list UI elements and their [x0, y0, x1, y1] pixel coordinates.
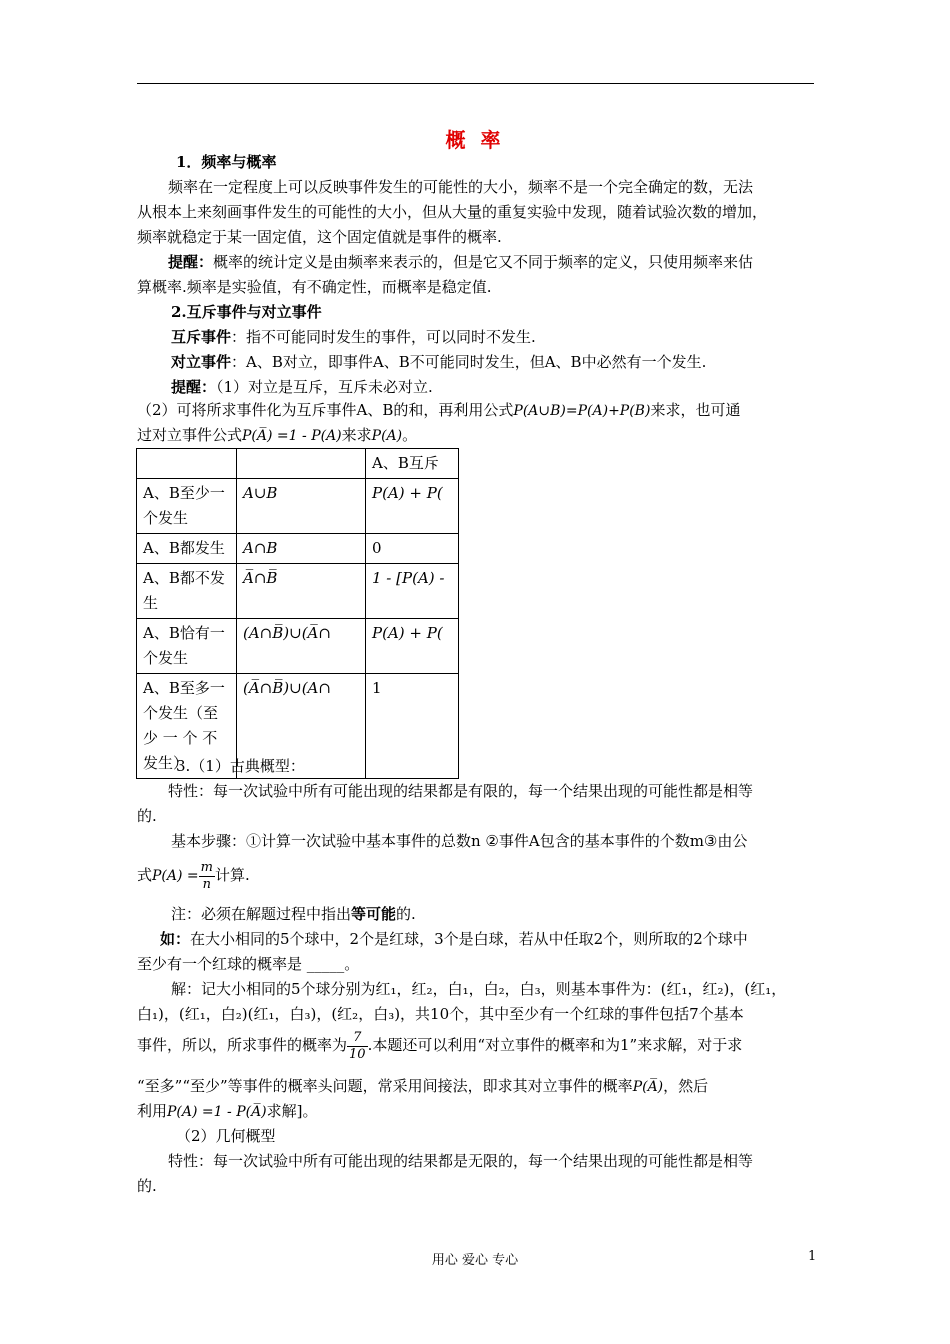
table-row: [137, 564, 459, 619]
page-title: 概 率: [445, 128, 505, 152]
table-cell: 0: [366, 534, 459, 564]
section-3-heading: 3.（1）古典概型：: [176, 757, 305, 775]
table-cell: [237, 449, 366, 479]
mutex-definition: [171, 327, 536, 347]
classical-feature-2: 的.: [137, 807, 157, 825]
text: 注：必须在解题过程中指出: [171, 905, 352, 923]
s1-para-line-2: 从根本上来刻画事件发生的可能性的大小，但从大量的重复实验中发现，随着试验次数的增加，: [137, 203, 768, 221]
pa-formula: P(A) =: [152, 868, 199, 884]
denominator: 10: [349, 1046, 366, 1062]
table-cell: [137, 449, 237, 479]
tip-text: 概率的统计定义是由频率来表示的，但是它又不同于频率的定义，只使用频率来估: [213, 253, 754, 271]
opposite-definition: [171, 352, 706, 372]
solution-line-4: [137, 1076, 708, 1097]
header-rule: [137, 83, 814, 84]
table-header-row: [137, 449, 459, 479]
table-cell: A、B都发生: [137, 534, 237, 564]
classical-steps-2: [137, 858, 250, 893]
classical-feature-1: 特性：每一次试验中所有可能出现的结果都是有限的，每一个结果出现的可能性都是相等: [168, 782, 754, 800]
text: 式: [137, 866, 153, 884]
s1-tip-line-1: [168, 252, 753, 272]
opposite-text: ：A、B对立，即事件A、B不可能同时发生，但A、B中必然有一个发生.: [231, 353, 707, 371]
solution-line-2: 白₁)，(红₁，白₂)(红₁，白₃)，(红₂，白₃)，共10个，其中至少有一个红球的事件包括7个基本: [137, 1005, 744, 1023]
text: （2）可将所求事件化为互斥事件A、B的和，再利用公式: [137, 401, 514, 419]
table-row: [137, 619, 459, 674]
text: “至多”“至少”等事件的概率头问题，常采用间接法，即求其对立事件的概率: [137, 1077, 633, 1095]
mutex-label: 互斥事件: [171, 328, 232, 346]
numerator: 7: [347, 1030, 368, 1047]
complement-formula: P(A) =1 - P(A̅): [167, 1104, 267, 1120]
s1-tip-line-2: 算概率.频率是实验值，有不确定性，而概率是稳定值.: [137, 278, 492, 296]
geometric-heading: （2）几何概型: [176, 1127, 276, 1145]
mutex-text: ：指不可能同时发生的事件，可以同时不发生.: [231, 328, 536, 346]
table-cell: (A∩B̅)∪(A̅∩: [237, 619, 366, 674]
text: 来求: [341, 426, 372, 444]
complement-formula: P(A̅) =1 - P(A): [242, 428, 342, 444]
example-line-1: [160, 929, 748, 949]
classical-steps-1: 基本步骤：①计算一次试验中基本事件的总数n ②事件A包含的基本事件的个数m③由公: [171, 832, 748, 850]
table-cell: 1: [366, 674, 459, 779]
table-cell: A、B至少一个发生: [137, 479, 237, 534]
m-over-n-fraction: [199, 860, 215, 893]
text: ，然后: [663, 1077, 709, 1095]
table-cell: P(A) + P(: [366, 479, 459, 534]
s2-line-2: [137, 400, 740, 421]
example-line-2: 至少有一个红球的概率是 _____。: [137, 955, 360, 973]
text: 过对立事件公式: [137, 426, 243, 444]
example-label: 如：: [160, 930, 191, 948]
text: 的.: [396, 905, 416, 923]
table-cell: (A̅∩B̅)∪(A∩: [237, 674, 366, 779]
text: 来求，也可通: [650, 401, 741, 419]
table-cell: A̅∩B̅: [237, 564, 366, 619]
solution-line-3: [137, 1028, 742, 1063]
table-cell: 1 - [P(A) -: [366, 564, 459, 619]
note-emphasis: 等可能: [351, 905, 397, 923]
complement-formula: P(A̅): [632, 1079, 664, 1095]
numerator: m: [200, 859, 213, 875]
section-2-heading: 2.互斥事件与对立事件: [171, 303, 322, 321]
geometric-feature-2: 的.: [137, 1177, 157, 1195]
s2-line-3: [137, 425, 417, 446]
table-cell: A、B都不发生: [137, 564, 237, 619]
table-cell: A、B恰有一个发生: [137, 619, 237, 674]
table-cell: P(A) + P(: [366, 619, 459, 674]
note-line: [171, 904, 416, 924]
text: .本题还可以利用“对立事件的概率和为1”来求解，对于求: [367, 1036, 743, 1054]
text: 在大小相同的5个球中，2个是红球，3个是白球，若从中任取2个，则所取的2个球中: [190, 930, 748, 948]
table-cell: A、B至多一个发生（至少 一 个 不发生）: [137, 674, 237, 779]
geometric-feature-1: 特性：每一次试验中所有可能出现的结果都是无限的，每一个结果出现的可能性都是相等: [168, 1152, 754, 1170]
tip-label: 提醒：: [171, 378, 217, 396]
text: 事件，所以，所求事件的概率为: [137, 1036, 348, 1054]
tip-label: 提醒：: [168, 253, 214, 271]
page-number: 1: [808, 1249, 817, 1264]
opposite-label: 对立事件: [171, 353, 232, 371]
union-formula: P(A∪B)=P(A)+P(B): [513, 403, 651, 419]
table-cell: A∩B: [237, 534, 366, 564]
s1-para-line-1: 频率在一定程度上可以反映事件发生的可能性的大小，频率不是一个完全确定的数，无法: [168, 178, 754, 196]
denominator: n: [202, 876, 211, 892]
probability-table: [136, 448, 459, 779]
tip-text: （1）对立是互斥，互斥未必对立.: [216, 378, 433, 396]
table-row: [137, 534, 459, 564]
seven-tenths-fraction: [347, 1030, 368, 1063]
pa-formula: P(A): [371, 428, 403, 444]
table-cell: A、B互斥: [366, 449, 459, 479]
s2-tip-line-1: [171, 377, 433, 397]
s1-para-line-3: 频率就稳定于某一固定值，这个固定值就是事件的概率.: [137, 228, 502, 246]
section-1-heading: 1．频率与概率: [176, 153, 277, 171]
solution-line-5: [137, 1101, 318, 1122]
page-footer: 用心 爱心 专心: [431, 1253, 519, 1268]
table-cell: A∪B: [237, 479, 366, 534]
text: 。: [402, 426, 418, 444]
text: 利用: [137, 1102, 168, 1120]
text: 求解]。: [266, 1102, 318, 1120]
solution-line-1: 解：记大小相同的5个球分别为红₁，红₂，白₁，白₂，白₃，则基本事件为：(红₁，红₂)，(红₁，: [171, 980, 787, 998]
table-row: [137, 479, 459, 534]
text: 计算.: [214, 866, 250, 884]
